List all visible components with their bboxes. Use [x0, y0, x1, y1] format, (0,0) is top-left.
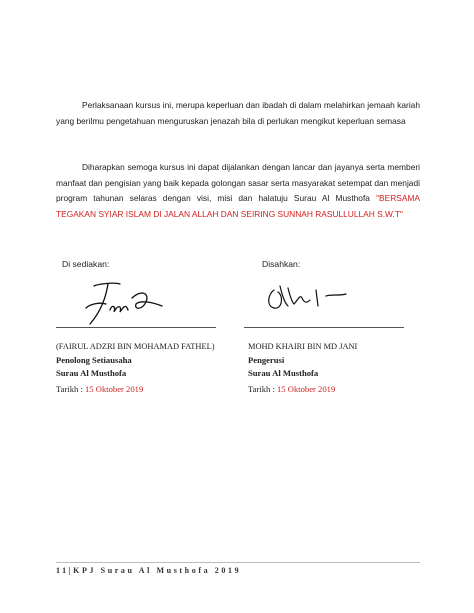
- page-number: 11: [56, 566, 69, 575]
- right-signer-role: Pengerusi: [248, 355, 285, 365]
- left-signer-name: (FAIRUL ADZRI BIN MOHAMAD FATHEL): [56, 342, 215, 351]
- approved-by-label: Disahkan:: [262, 259, 301, 269]
- right-signer-name: MOHD KHAIRI BIN MD JANI: [248, 342, 358, 351]
- left-signature-image: [80, 280, 170, 330]
- paragraph-1: [56, 98, 420, 129]
- paragraph-2: [56, 160, 420, 222]
- footer-rule: [56, 562, 420, 563]
- right-signer-org: Surau Al Musthofa: [248, 368, 319, 378]
- left-signer-org: Surau Al Musthofa: [56, 368, 127, 378]
- left-signer-role: Penolong Setiausaha: [56, 355, 132, 365]
- paragraph-1-text: Perlaksanaan kursus ini, merupa keperluan dan ibadah di dalam melahirkan jemaah kariah yang berilmu pengetahuan menguruskan jenazah bila di perlukan mengikut keperluan semasa: [56, 100, 420, 126]
- prepared-by-label: Di sediakan:: [62, 259, 110, 269]
- right-signature-image: [262, 280, 352, 320]
- right-date-value: 15 Oktober 2019: [277, 384, 336, 394]
- left-date: [56, 384, 143, 394]
- footer-separator: |: [68, 566, 74, 575]
- page-footer: [56, 566, 241, 575]
- right-date: [248, 384, 335, 394]
- left-signature-line: [56, 327, 216, 328]
- paragraph-2-text: Diharapkan semoga kursus ini dapat dijalankan dengan lancar dan jayanya serta memberi manfaat dan pengisian yang baik kepada golongan sasar serta masyarakat setempat dan menjadi program tahunan selaras dengan visi, misi dan halatuju Surau Al Musthofa: [56, 162, 420, 203]
- left-date-value: 15 Oktober 2019: [85, 384, 144, 394]
- right-signature-line: [244, 327, 404, 328]
- left-date-label: Tarikh :: [56, 384, 85, 394]
- right-date-label: Tarikh :: [248, 384, 277, 394]
- motto-text: "BERSAMA TEGAKAN SYIAR ISLAM DI JALAN ALLAH DAN SEIRING SUNNAH RASULLULLAH S.W.T": [56, 193, 421, 219]
- footer-text: KPJ Surau Al Musthofa 2019: [73, 566, 242, 575]
